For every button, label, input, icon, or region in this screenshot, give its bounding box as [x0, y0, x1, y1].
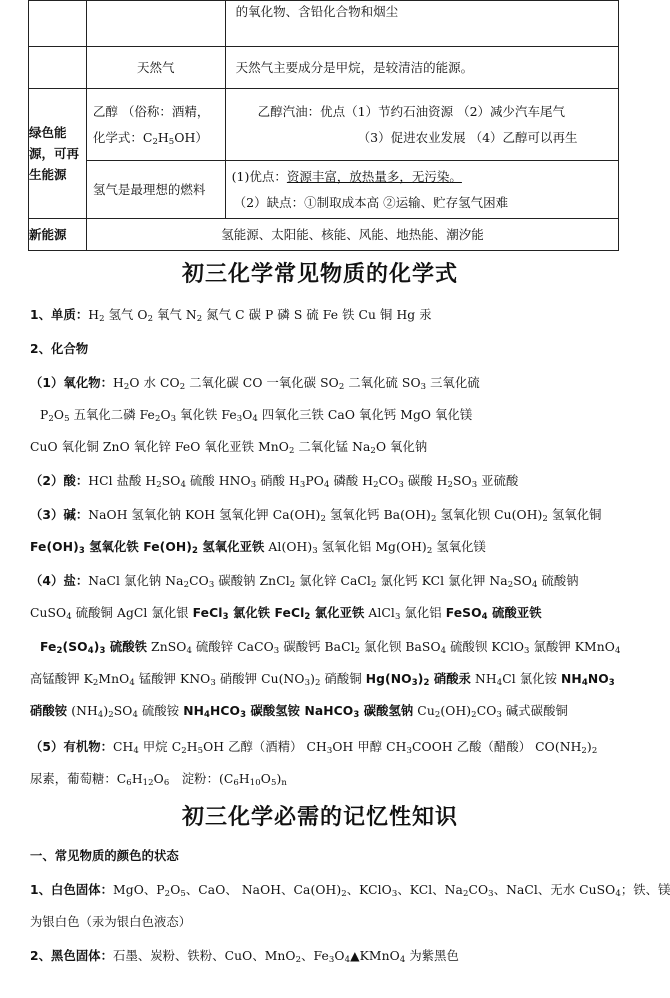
table-cell: 氢能源、太阳能、核能、风能、地热能、潮汐能	[86, 219, 618, 251]
table-cell: 天然气主要成分是甲烷，是较清洁的能源。	[225, 47, 618, 89]
text-line: 1、单质：$H_2$ 氢气 $O_2$ 氧气 $N_2$ 氮气 C 碳 P 磷 S 硫 Fe 铁 Cu 铜 Hg 汞	[30, 308, 432, 324]
table-cell: 氢气是最理想的燃料	[86, 161, 225, 219]
category-new-energy: 新能源	[29, 219, 87, 251]
text-line: CuO 氧化铜 ZnO 氧化锌 FeO 氧化亚铁 MnO$_2$ 二氧化锰 $Na_2O$ 氧化钠	[30, 440, 428, 456]
text-line: 为银白色（汞为银白色液态）	[30, 915, 192, 929]
energy-table	[28, 0, 619, 251]
text-line: 尿素，葡萄糖：$C_6H_{12}O_6$ 淀粉：$(C_6H_{10}O_5)_n$	[30, 772, 287, 788]
text-line: （3）碱：NaOH 氢氧化钠 KOH 氢氧化钾 $Ca(OH)_2$ 氢氧化钙 $Ba(OH)_2$ 氢氧化钡 $Cu(OH)_2$ 氢氧化铜	[30, 508, 602, 524]
text-line: （4）盐：NaCl 氯化钠 $Na_2CO_3$ 碳酸钠 ZnCl$_2$ 氯化锌 CaCl$_2$ 氯化钙 KCl 氯化钾 $Na_2SO_4$ 硫酸钠	[30, 574, 579, 590]
table-cell: 天然气	[86, 47, 225, 89]
table-cell-hydrogen-desc	[225, 161, 618, 219]
table-cell-ethanol-desc	[225, 89, 618, 161]
section-title: 初三化学必需的记忆性知识	[181, 804, 458, 830]
subsection-heading: 一、常见物质的颜色的状态	[30, 849, 179, 863]
text-line: （2）缺点：①制取成本高 ②运输、贮存氢气困难	[233, 194, 509, 210]
text-line: 1、白色固体：MgO、$P_2O_5$、CaO、 NaOH、$Ca(OH)_2$、KClO$_3$、KCl、$Na_2CO_3$、NaCl、无水 CuSO$_4$；铁、镁	[30, 883, 670, 899]
text-line: $Fe(OH)_3$ 氢氧化铁 $Fe(OH)_2$ 氢氧化亚铁 $Al(OH)_3$ 氢氧化铝 $Mg(OH)_2$ 氢氧化镁	[30, 540, 486, 556]
text-line: $P_2O_5$ 五氧化二磷 $Fe_2O_3$ 氧化铁 $Fe_3O_4$ 四氧化三铁 CaO 氧化钙 MgO 氧化镁	[40, 408, 473, 424]
text-line: 硝酸铵 $(NH_4)_2SO_4$ 硫酸铵 $NH_4HCO_3$ 碳酸氢铵 NaHCO$_3$ 碳酸氢钠 $Cu_2(OH)_2CO_3$ 碱式碳酸铜	[30, 704, 568, 720]
text-line: (1)优点：资源丰富，放热量多，无污染。	[231, 168, 462, 184]
text-line: CuSO$_4$ 硫酸铜 AgCl 氯化银 FeCl$_3$ 氯化铁 FeCl$_2$ 氯化亚铁 AlCl$_3$ 氯化铝 FeSO$_4$ 硫酸亚铁	[30, 606, 542, 622]
text-line: （5）有机物：$CH_4$ 甲烷 $C_2H_5OH$ 乙醇（酒精） $CH_3OH$ 甲醇 $CH_3COOH$ 乙酸（醋酸） $CO(NH_2)_2$	[30, 740, 598, 756]
text-line: 2、黑色固体：石墨、炭粉、铁粉、CuO、MnO$_2$、$Fe_3O_4▲KMnO_4$ 为紫黑色	[30, 949, 459, 965]
text-line: （3）促进农业发展 （4）乙醇可以再生	[357, 129, 578, 145]
table-cell: 的氧化物、含铅化合物和烟尘	[225, 1, 618, 47]
text-line: （2）酸：HCl 盐酸 $H_2SO_4$ 硫酸 $HNO_3$ 硝酸 $H_3PO_4$ 磷酸 $H_2CO_3$ 碳酸 $H_2SO_3$ 亚硫酸	[30, 474, 519, 490]
text-line: 乙醇汽油：优点（1）节约石油资源 （2）减少汽车尾气	[257, 103, 566, 119]
text-line: 高锰酸钾 $K_2MnO_4$ 锰酸钾 $KNO_3$ 硝酸钾 $Cu(NO_3)_2$ 硝酸铜 $Hg(NO_3)_2$ 硝酸汞 $NH_4Cl$ 氯化铵 $NH_4NO_3$	[30, 672, 615, 688]
category-green-energy: 绿色能 源，可再 生能源	[29, 89, 87, 219]
text-line: $Fe_2(SO_4)_3$ 硫酸铁 ZnSO$_4$ 硫酸锌 CaCO$_3$ 碳酸钙 BaCl$_2$ 氯化钡 BaSO$_4$ 硫酸钡 KClO$_3$ 氯酸钾 KMnO$_4$	[40, 640, 621, 656]
table-cell-ethanol: 乙醇 （俗称：酒精， 化学式：$C_2H_5OH$）	[86, 89, 225, 161]
section-title: 初三化学常见物质的化学式	[181, 261, 458, 287]
text-line: （1）氧化物：$H_2O$ 水 $CO_2$ 二氧化碳 CO 一氧化碳 $SO_2$ 二氧化硫 $SO_3$ 三氧化硫	[30, 376, 480, 392]
text-line: 2、化合物	[30, 342, 89, 356]
